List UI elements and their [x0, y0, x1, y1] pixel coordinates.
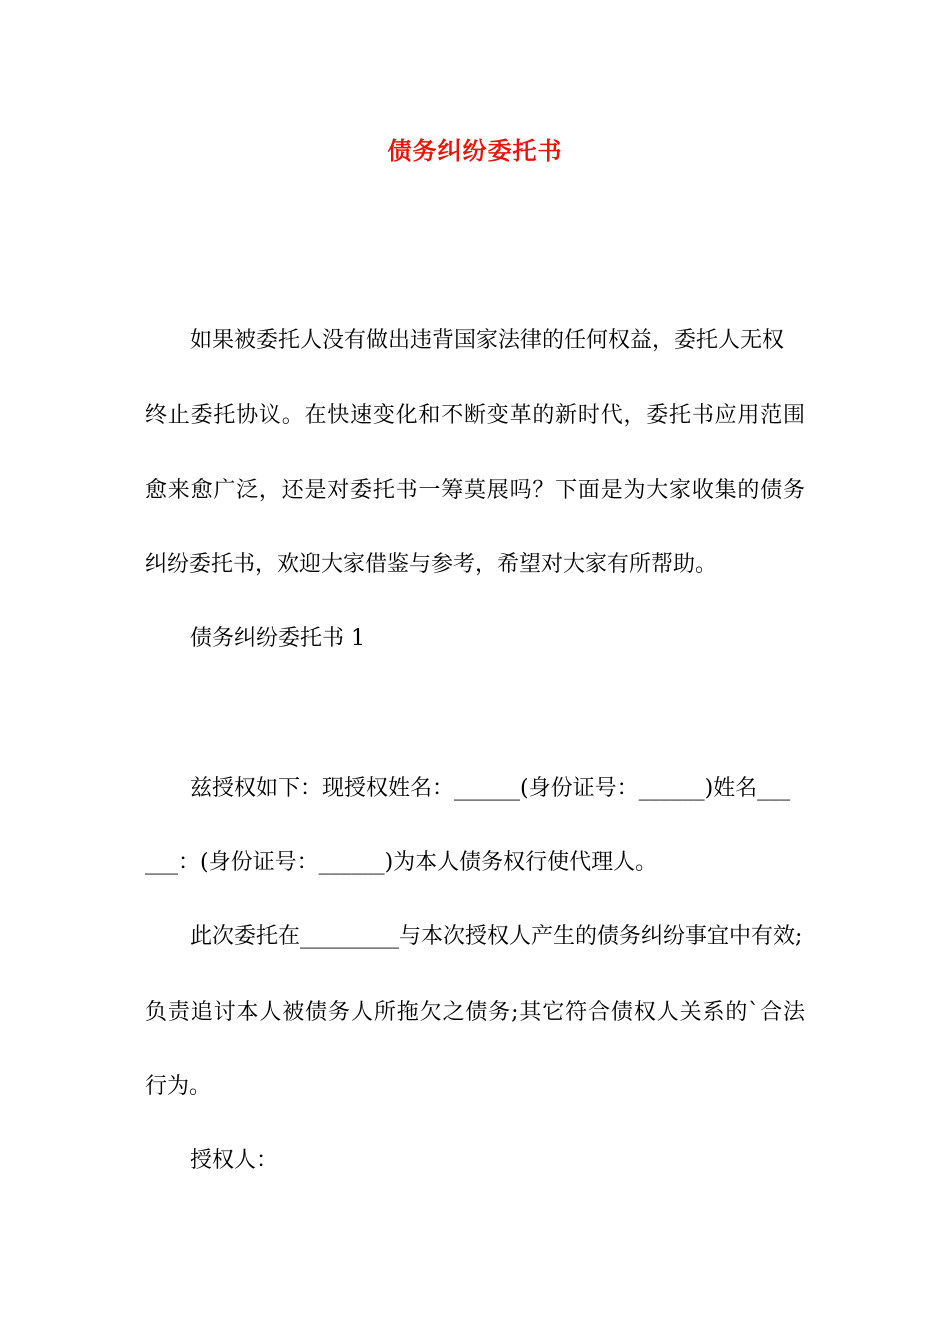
signature-label: 授权人： — [190, 1148, 279, 1173]
intro-line-3: 愈来愈广泛，还是对委托书一筹莫展吗？下面是为大家收集的债务 — [145, 478, 805, 503]
intro-line-4: 纠纷委托书，欢迎大家借鉴与参考，希望对大家有所帮助。 — [145, 552, 718, 577]
intro-line-1: 如果被委托人没有做出违背国家法律的任何权益，委托人无权 — [190, 328, 785, 353]
scope-line-1: 此次委托在_________与本次授权人产生的债务纠纷事宜中有效; — [190, 924, 803, 949]
intro-line-2: 终止委托协议。在快速变化和不断变革的新时代，委托书应用范围 — [145, 403, 805, 428]
authorization-line-1: 兹授权如下：现授权姓名：______(身份证号：______)姓名___ — [190, 776, 791, 801]
scope-line-2: 负责追讨本人被债务人所拖欠之债务;其它符合债权人关系的`合法 — [145, 1000, 805, 1025]
document-title: 债务纠纷委托书 — [387, 136, 563, 165]
authorization-line-2: ___：(身份证号：______)为本人债务权行使代理人。 — [145, 850, 658, 875]
section-heading: 债务纠纷委托书 1 — [190, 626, 365, 651]
scope-line-3: 行为。 — [145, 1074, 212, 1099]
